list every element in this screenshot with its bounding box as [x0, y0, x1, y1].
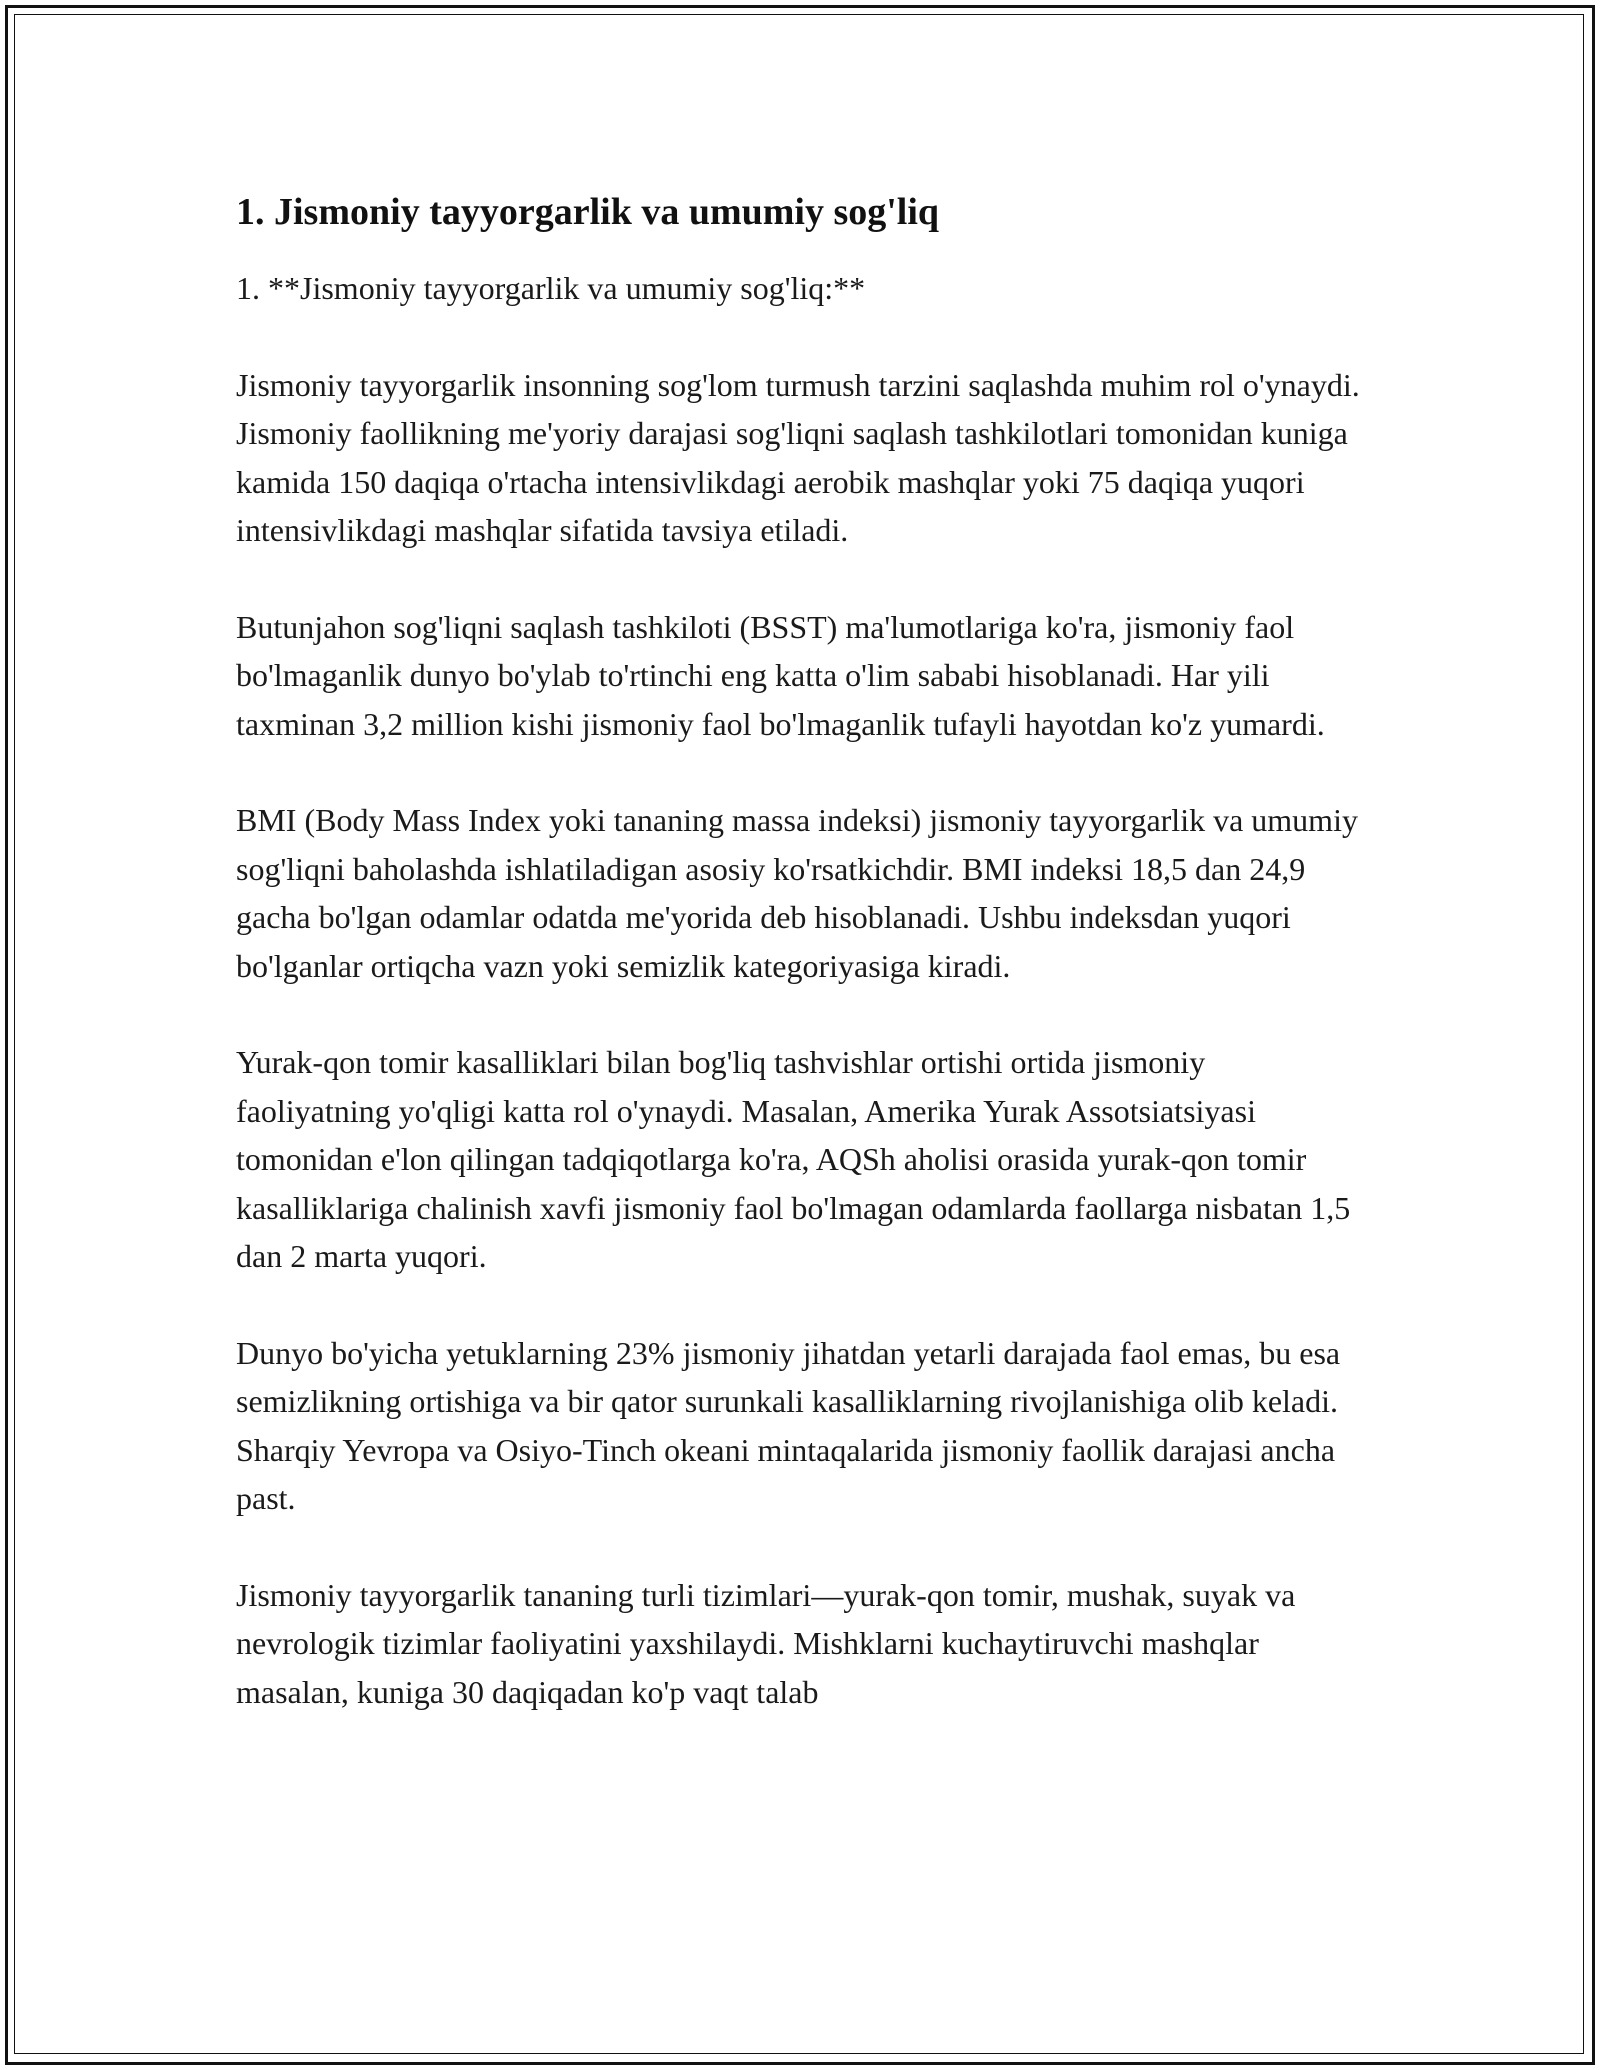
paragraph-physical-fitness: Jismoniy tayyorgarlik insonning sog'lom turmush tarzini saqlashda muhim rol o'ynaydi. Jismoniy faollikning me'yoriy darajasi sog'liqni saqlash tashkilotlari tomonidan kuniga kamida 150 daqiqa o'rtacha intensivlikdagi aerobik mashqlar yoki 75 daqiqa yuqori intensivlikdagi mashqlar sifatida tavsiya etiladi. — [236, 366, 1360, 548]
paragraph-who-data: Butunjahon sog'liqni saqlash tashkiloti (BSST) ma'lumotlariga ko'ra, jismoniy faol bo'lmaganlik dunyo bo'ylab to'rtinchi eng katta o'lim sababi hisoblanadi. Har yili taxminan 3,2 million kishi jismoniy faol bo'lmaganlik tufayli hayotdan ko'z yumardi. — [236, 608, 1325, 742]
document-body — [236, 188, 1366, 1764]
paragraph-world-statistics: Dunyo bo'yicha yetuklarning 23% jismoniy jihatdan yetarli darajada faol emas, bu esa semizlikning ortishiga va bir qator surunkali kasalliklarning rivojlanishiga olib keladi. Sharqiy Yevropa va Osiyo-Tinch okeani mintaqalarida jismoniy faollik darajasi ancha past. — [236, 1334, 1341, 1516]
subheading-line: 1. **Jismoniy tayyorgarlik va umumiy sog'liq:** — [236, 270, 866, 306]
paragraph-cardiovascular: Yurak-qon tomir kasalliklari bilan bog'liq tashvishlar ortishi ortida jismoniy faoliyatning yo'qligi katta rol o'ynaydi. Masalan, Amerika Yurak Assotsiatsiyasi tomonidan e'lon qilingan tadqiqotlarga ko'ra, AQSh aholisi orasida yurak-qon tomir kasalliklariga chalinish xavfi jismoniy faol bo'lmagan odamlarda faollarga nisbatan 1,5 dan 2 marta yuqori. — [236, 1044, 1351, 1274]
section-heading: 1. Jismoniy tayyorgarlik va umumiy sog'liq — [236, 191, 940, 233]
paragraph-body-systems: Jismoniy tayyorgarlik tananing turli tizimlari—yurak-qon tomir, mushak, suyak va nevrologik tizimlar faoliyatini yaxshilaydi. Mishklarni kuchaytiruvchi mashqlar masalan, kuniga 30 daqiqadan ko'p vaqt talab — [236, 1576, 1296, 1710]
paragraph-bmi: BMI (Body Mass Index yoki tananing massa indeksi) jismoniy tayyorgarlik va umumiy sog'liqni baholashda ishlatiladigan asosiy ko'rsatkichdir. BMI indeksi 18,5 dan 24,9 gacha bo'lgan odamlar odatda me'yorida deb hisoblanadi. Ushbu indeksdan yuqori bo'lganlar ortiqcha vazn yoki semizlik kategoriyasiga kiradi. — [236, 802, 1358, 984]
